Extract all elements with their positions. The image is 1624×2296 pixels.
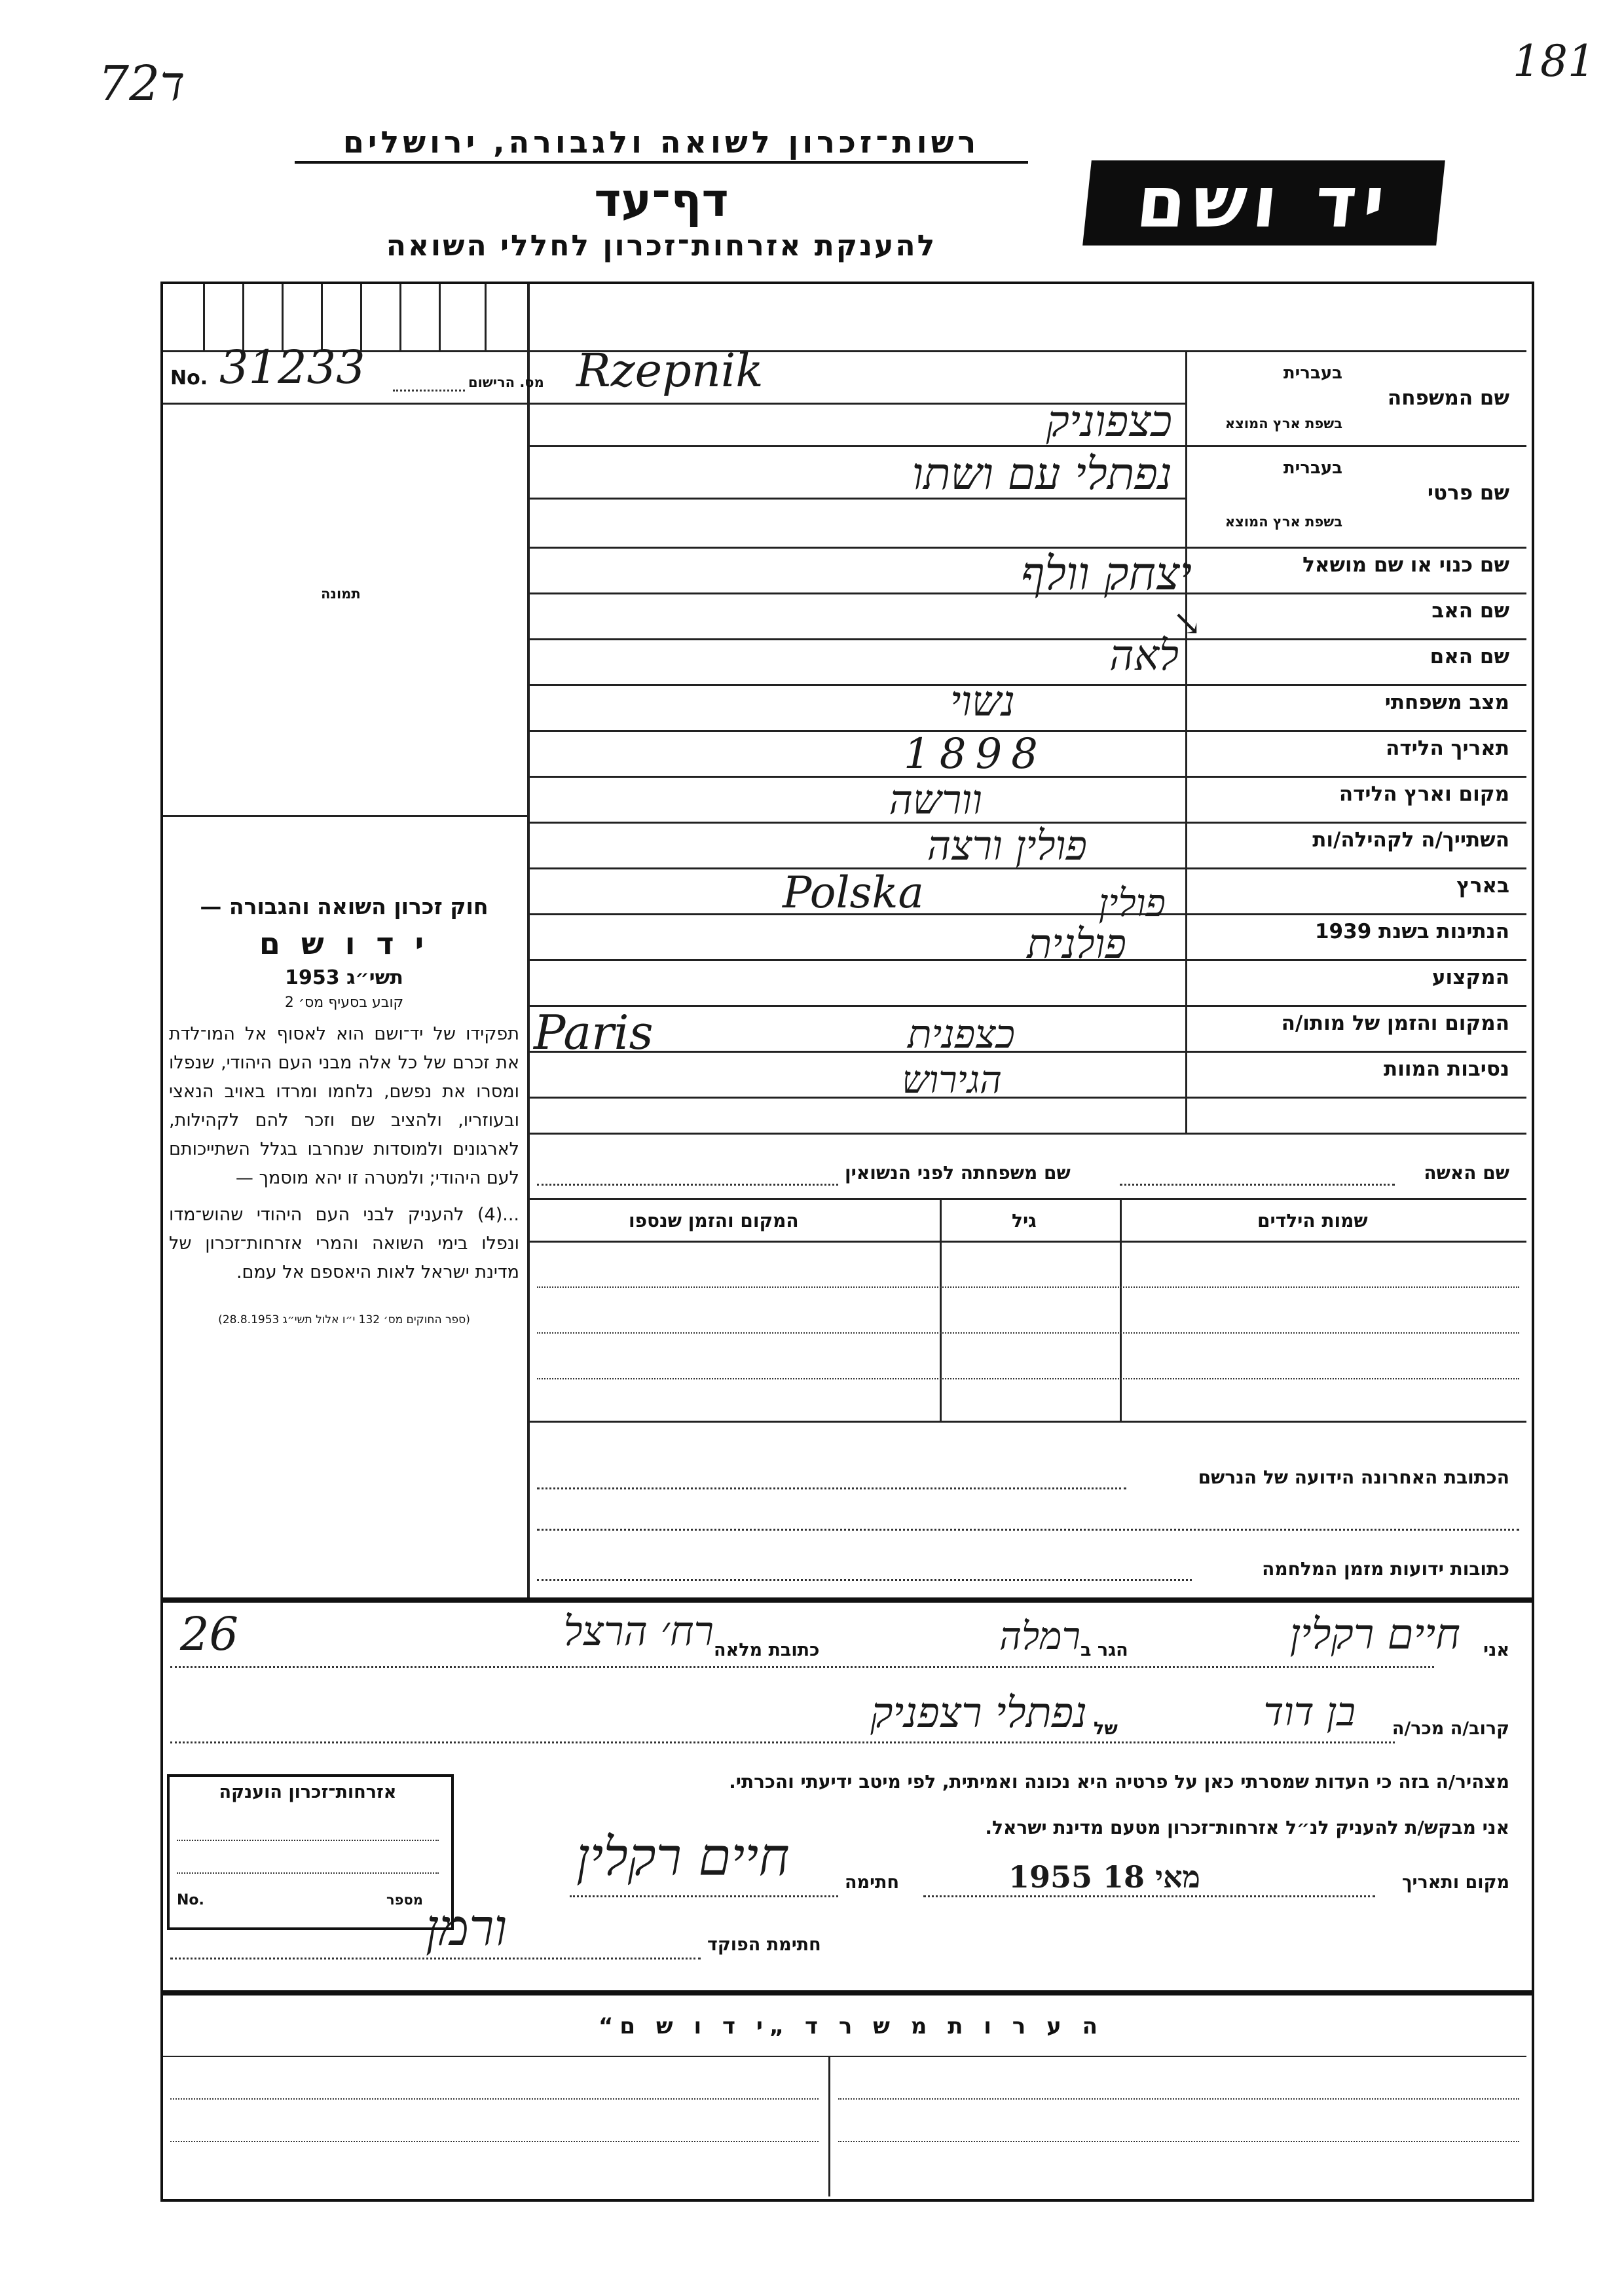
remarks-row[interactable]	[170, 2098, 819, 2100]
law-paragraph-2: ...(4) להעניק לבני העם היהודי שהוש־מדו ונפלו בימי השואה והמרי אזרחות־זכרון של מדינת ישראל לאות היאספם אל עמם.	[169, 1205, 519, 1283]
marital-status-value[interactable]: נשוי	[950, 678, 1015, 726]
death-place-hebrew-value[interactable]: כצפנית	[907, 1011, 1015, 1057]
country-hebrew-value[interactable]: פולין	[1098, 881, 1166, 925]
law-source: (ספר החוקים מס׳ 132 י״ו אלול תשי״ג 28.8.1953)	[218, 1313, 470, 1326]
declaration-request: אני מבקש/ת להעניק לנ״ל אזרחות־זכרון מטעם מדינת ישראל.	[985, 1817, 1509, 1838]
wife-name-dots[interactable]	[1120, 1184, 1395, 1186]
granted-box-line	[177, 1872, 439, 1874]
law-clause: קובע בסעיף מס׳ 2	[284, 994, 404, 1011]
full-address-label: כתובת מלאה	[714, 1640, 820, 1660]
corner-note-right: 181	[1513, 36, 1595, 86]
reg-no-value: 31233	[219, 340, 365, 394]
wartime-address-label: כתובות ידועות מזמן המלחמה	[1262, 1558, 1509, 1580]
left-column-divider	[527, 284, 530, 1597]
profession-label: המקצוע	[1431, 966, 1509, 989]
family-name-local-value[interactable]: Rzepnik	[576, 344, 764, 397]
row-line	[529, 1005, 1526, 1007]
top-box-divider	[439, 284, 441, 350]
top-box-divider	[399, 284, 401, 350]
remarks-title: ה ע ר ו ת מ ש ר ד „י ד ו ש ם“	[599, 2013, 1104, 2039]
mother-name-value[interactable]: לאה	[1109, 632, 1179, 680]
document-subtitle: להענקת אזרחות־זכרון לחללי השואה	[386, 229, 937, 263]
relative-name[interactable]: נפתלי רצפניק	[870, 1689, 1087, 1738]
yad-vashem-logo: יד ושם	[1082, 160, 1445, 246]
date-value[interactable]: 1955 מאי 18	[1008, 1859, 1200, 1895]
declaration-line-1-dots	[170, 1666, 1434, 1668]
children-col-divider	[940, 1198, 942, 1421]
birth-place-value[interactable]: וורשה	[889, 776, 982, 824]
granted-box-no-label: No.	[177, 1892, 204, 1908]
community-value[interactable]: פולין ורצה	[927, 822, 1087, 869]
wife-name-label: שם האשה	[1424, 1162, 1509, 1184]
mother-name-label: שם האם	[1430, 645, 1509, 668]
first-name-label: שם פרטי	[1427, 481, 1509, 505]
declarant-name[interactable]: חיים רקלין	[1289, 1611, 1460, 1659]
relative-label: קרוב/ה מכר/ה	[1392, 1719, 1509, 1739]
granted-box-number-label: מספר	[386, 1892, 423, 1908]
corner-note-left: 72ד	[98, 56, 185, 112]
birth-date-value[interactable]: 1898	[904, 730, 1047, 778]
top-box-line	[163, 350, 1526, 352]
maiden-name-label: שם משפחתה לפני הנשואין	[845, 1162, 1071, 1184]
row-line	[529, 1051, 1526, 1053]
family-local-sublabel: בשפת ארץ המוצא	[1225, 416, 1342, 431]
reg-no-label: מס. הרישום	[468, 374, 544, 390]
residing-label: הגר ב	[1080, 1640, 1128, 1660]
birth-place-label: מקום וארץ הלידה	[1338, 782, 1509, 806]
citizenship-label: הנתינות בשנת 1939	[1314, 920, 1509, 943]
father-name-value[interactable]: יצחק וולף	[1021, 547, 1192, 600]
death-place-local-value[interactable]: Paris	[534, 1005, 654, 1060]
reg-no-dots	[393, 390, 465, 392]
remarks-line	[163, 2056, 1526, 2057]
photo-area-bottom	[163, 815, 527, 817]
residing-city[interactable]: רמלה	[999, 1614, 1080, 1658]
children-header-line	[529, 1241, 1526, 1243]
signature-label: חתימה	[845, 1872, 900, 1893]
wartime-address-dots[interactable]	[537, 1579, 1192, 1581]
citizenship-value[interactable]: פולנית	[1027, 920, 1126, 968]
authority-title: רשות־זכרון לשואה ולגבורה, ירושלים	[295, 124, 1028, 164]
place-date-dots	[923, 1895, 1375, 1897]
country-label: בארץ	[1456, 874, 1509, 898]
row-line	[529, 1133, 1526, 1135]
children-age-header: גיל	[1012, 1210, 1037, 1231]
remarks-row[interactable]	[838, 2098, 1519, 2100]
last-address-label: הכתובת האחרונה הידועה של הנרשם	[1198, 1467, 1509, 1488]
children-death-header: המקום והזמן שנספו	[629, 1210, 799, 1231]
family-hebrew-sublabel: בעברית	[1283, 363, 1342, 383]
top-box-divider	[203, 284, 205, 350]
label-column-divider	[1185, 350, 1187, 1133]
house-number[interactable]: 26	[180, 1607, 239, 1661]
last-address-dots-2[interactable]	[537, 1529, 1519, 1531]
signature-dots	[570, 1895, 838, 1897]
death-cause-label: נסיבות המוות	[1384, 1057, 1509, 1081]
declarant-signature[interactable]: חיים רקלין	[576, 1827, 790, 1887]
officer-signature-label: חתימת הפוקד	[707, 1935, 821, 1955]
family-name-label: שם המשפחה	[1387, 386, 1509, 410]
children-row[interactable]	[537, 1378, 1519, 1379]
maiden-name-dots[interactable]	[537, 1184, 838, 1186]
declaration-line-2-dots	[170, 1741, 1395, 1743]
marital-status-label: מצב משפחתי	[1384, 691, 1509, 714]
family-name-hebrew-value[interactable]: כצפוניק	[1046, 396, 1172, 446]
children-row[interactable]	[537, 1332, 1519, 1334]
arrow-mark: ↘	[1172, 602, 1202, 644]
place-date-label: מקום ותאריך	[1401, 1872, 1509, 1893]
law-paragraph-1: תפקידו של יד־ושם הוא לאסוף אל המו־לדת את זכרם של כל אלה מבני העם היהודי, שנפלו ומסרו את נפשם, נלחמו ומרדו באויב הנאצי ובעוזריו, ולהציב שם וזכר להם לקהילות, לארגונים ולמוסדות שנחרבו בגלל השתייכותם לעם היהודי; ולמטרה זו יהא מוסמך —	[169, 1024, 519, 1188]
community-label: השתייך/ה לקהילה/ות	[1312, 828, 1509, 852]
photo-label: תמונה	[321, 586, 361, 602]
top-box-divider	[485, 284, 487, 350]
last-address-dots[interactable]	[537, 1487, 1126, 1489]
relation-value[interactable]: בן דוד	[1263, 1689, 1356, 1735]
birth-date-label: תאריך הלידה	[1386, 737, 1509, 760]
children-row[interactable]	[537, 1286, 1519, 1288]
first-hebrew-sublabel: בעברית	[1283, 458, 1342, 478]
full-address-value[interactable]: רח׳ הרצל	[563, 1607, 714, 1655]
law-name: י ד ו ש ם	[259, 926, 430, 961]
remarks-row[interactable]	[170, 2141, 819, 2142]
children-names-header: שמות הילדים	[1257, 1210, 1368, 1231]
law-title: חוק זכרון השואה והגבורה —	[200, 894, 489, 919]
granted-box-title: אזרחות־זכרון הוענקה	[219, 1782, 397, 1802]
first-name-value[interactable]: נפתלי עם ושתו	[912, 448, 1172, 500]
country-local-value[interactable]: Polska	[783, 867, 924, 918]
remarks-divider	[828, 2056, 830, 2196]
law-year: תשי״ג 1953	[285, 966, 403, 989]
children-table-bottom	[529, 1421, 1526, 1423]
children-col-divider	[1120, 1198, 1122, 1421]
nickname-label: שם כנוי או שם מושאל	[1302, 553, 1509, 577]
remarks-row[interactable]	[838, 2141, 1519, 2142]
of-label: של	[1094, 1719, 1118, 1739]
first-local-sublabel: בשפת ארץ המוצא	[1225, 514, 1342, 530]
declaration-statement: מצהיר/ה בזה כי העדות שמסרתי כאן על פרטיה היא נכונה ואמיתית, לפי מיטב ידיעתי והכרתי.	[729, 1771, 1509, 1793]
law-text-block	[169, 894, 519, 1326]
death-cause-value[interactable]: הגירוש	[902, 1057, 1002, 1102]
death-place-label: המקום והזמן של מותו/ה	[1281, 1011, 1509, 1035]
declaration-i-label: אני	[1483, 1640, 1509, 1660]
granted-box-line	[177, 1840, 439, 1841]
row-line	[529, 1097, 1526, 1099]
spouse-row-bottom	[529, 1198, 1526, 1200]
father-name-label: שם האב	[1431, 599, 1509, 623]
reg-no-line	[163, 403, 527, 405]
officer-signature-dots	[170, 1958, 701, 1959]
document-title: דף־עד	[594, 173, 729, 227]
row-line	[529, 684, 1526, 686]
reg-no-prefix: No.	[170, 367, 208, 390]
officer-signature: ורמן	[426, 1899, 507, 1958]
